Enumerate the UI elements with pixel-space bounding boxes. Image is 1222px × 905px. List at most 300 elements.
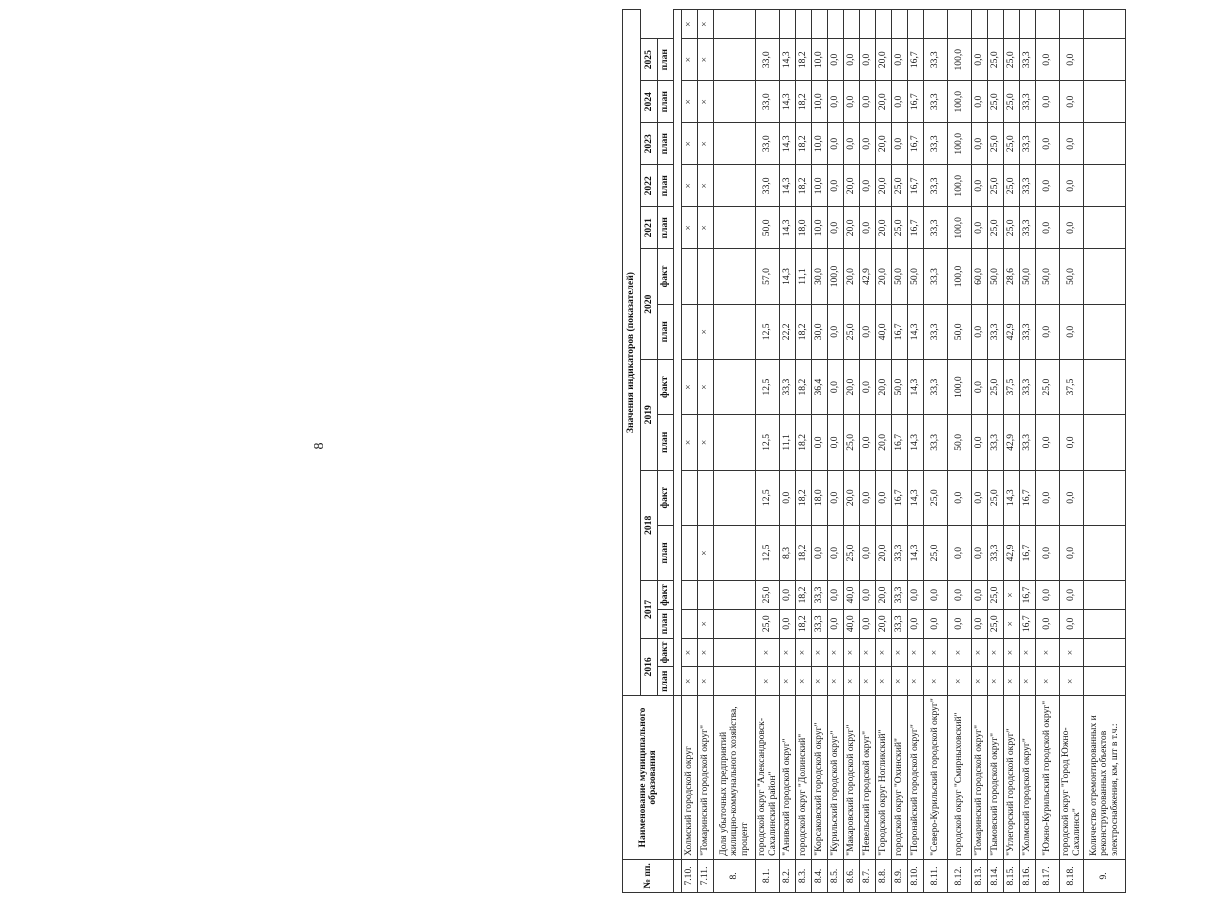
value-cell: 30,0 — [812, 304, 828, 359]
value-cell: 14,3 — [780, 249, 796, 304]
value-cell: 20,0 — [876, 359, 892, 414]
row-name: городской округ "Смирныховский" — [948, 696, 972, 860]
row-number: 8.10. — [908, 859, 924, 892]
value-cell: 0,0 — [860, 304, 876, 359]
value-cell — [714, 415, 756, 470]
value-cell: 20,0 — [876, 581, 892, 610]
value-cell: × — [948, 638, 972, 667]
value-cell — [714, 165, 756, 207]
value-cell: 0,0 — [1036, 581, 1060, 610]
value-cell: 0,0 — [860, 39, 876, 81]
value-cell: 33,0 — [756, 123, 780, 165]
value-cell: 50,0 — [948, 415, 972, 470]
value-cell: 0,0 — [972, 581, 988, 610]
header-plan: план — [658, 39, 674, 81]
value-cell — [812, 10, 828, 39]
value-cell: × — [1004, 638, 1020, 667]
header-plan: план — [658, 207, 674, 249]
value-cell: 20,0 — [876, 249, 892, 304]
header-values: Значения индикаторов (показателей) — [623, 10, 641, 696]
value-cell: 14,3 — [908, 415, 924, 470]
value-cell: × — [876, 638, 892, 667]
header-year: 2018 — [641, 470, 658, 581]
value-cell: × — [1036, 667, 1060, 696]
header-plan: план — [658, 165, 674, 207]
row-number: 7.10. — [682, 859, 698, 892]
table-row — [924, 10, 948, 893]
value-cell: 36,4 — [812, 359, 828, 414]
header-year: 2022 — [641, 165, 658, 207]
row-number: 8.7. — [860, 859, 876, 892]
value-cell: 20,0 — [876, 123, 892, 165]
value-cell: 0,0 — [844, 81, 860, 123]
value-cell: 42,9 — [860, 249, 876, 304]
value-cell: 20,0 — [876, 39, 892, 81]
value-cell: 33,3 — [924, 304, 948, 359]
value-cell: 25,0 — [988, 165, 1004, 207]
value-cell: 25,0 — [1036, 359, 1060, 414]
value-cell: 0,0 — [1060, 39, 1084, 81]
value-cell: 0,0 — [1036, 207, 1060, 249]
row-number: 9. — [1084, 859, 1126, 892]
value-cell — [1004, 10, 1020, 39]
value-cell: 20,0 — [876, 609, 892, 638]
value-cell: 0,0 — [1036, 304, 1060, 359]
value-cell — [714, 207, 756, 249]
value-cell: 33,3 — [924, 165, 948, 207]
value-cell: 8,3 — [780, 525, 796, 580]
header-name: Наименование муниципального образования — [623, 696, 674, 860]
value-cell: 0,0 — [1060, 81, 1084, 123]
value-cell: 10,0 — [812, 39, 828, 81]
value-cell: 33,3 — [924, 123, 948, 165]
table-header — [623, 10, 682, 893]
value-cell: × — [924, 638, 948, 667]
value-cell: 40,0 — [844, 581, 860, 610]
row-name: "Корсаковский городской округ" — [812, 696, 828, 860]
value-cell — [714, 123, 756, 165]
row-number: 8.6. — [844, 859, 860, 892]
value-cell: 0,0 — [828, 207, 844, 249]
value-cell — [714, 609, 756, 638]
row-number: 8.18. — [1060, 859, 1084, 892]
value-cell: 11,1 — [780, 415, 796, 470]
value-cell: 33,3 — [1020, 207, 1036, 249]
value-cell: 50,0 — [948, 304, 972, 359]
row-number: 8.12. — [948, 859, 972, 892]
value-cell: × — [796, 638, 812, 667]
value-cell — [714, 581, 756, 610]
table-row — [682, 10, 698, 893]
value-cell: 0,0 — [924, 581, 948, 610]
table-row — [948, 10, 972, 893]
value-cell: 25,0 — [988, 39, 1004, 81]
value-cell: 100,0 — [948, 81, 972, 123]
value-cell: 25,0 — [988, 123, 1004, 165]
value-cell: 20,0 — [876, 207, 892, 249]
row-number: 8.17. — [1036, 859, 1060, 892]
table-row — [812, 10, 828, 893]
value-cell — [1020, 10, 1036, 39]
row-name: городской округ "Город Южно-Сахалинск" — [1060, 696, 1084, 860]
value-cell: 0,0 — [860, 123, 876, 165]
value-cell: 50,0 — [1060, 249, 1084, 304]
table-row — [1060, 10, 1084, 893]
row-name: городской округ "Охинский" — [892, 696, 908, 860]
value-cell — [1084, 638, 1126, 667]
value-cell: 37,5 — [1004, 359, 1020, 414]
value-cell — [1084, 249, 1126, 304]
value-cell: 25,0 — [844, 415, 860, 470]
value-cell: 33,3 — [1020, 39, 1036, 81]
header-year: 2017 — [641, 581, 658, 639]
row-name: городской округ "Александровск-Сахалинский район" — [756, 696, 780, 860]
value-cell: 50,0 — [1036, 249, 1060, 304]
value-cell: 16,7 — [892, 304, 908, 359]
value-cell: × — [844, 638, 860, 667]
value-cell: 33,3 — [1020, 359, 1036, 414]
value-cell: × — [972, 638, 988, 667]
value-cell: 10,0 — [812, 165, 828, 207]
value-cell: 0,0 — [828, 525, 844, 580]
value-cell: 14,3 — [780, 165, 796, 207]
table-row — [988, 10, 1004, 893]
header-fact: факт — [658, 581, 674, 610]
value-cell: 33,3 — [924, 249, 948, 304]
value-cell: 33,3 — [988, 415, 1004, 470]
value-cell: 20,0 — [876, 165, 892, 207]
value-cell: 0,0 — [1036, 165, 1060, 207]
header-plan: план — [658, 415, 674, 470]
value-cell: 0,0 — [1060, 123, 1084, 165]
value-cell: 0,0 — [1036, 81, 1060, 123]
value-cell: 25,0 — [988, 359, 1004, 414]
value-cell: × — [698, 207, 714, 249]
value-cell: 33,3 — [892, 581, 908, 610]
value-cell — [698, 470, 714, 525]
value-cell: × — [972, 667, 988, 696]
value-cell: 25,0 — [988, 81, 1004, 123]
value-cell: × — [756, 638, 780, 667]
value-cell: 0,0 — [780, 609, 796, 638]
value-cell: × — [682, 638, 698, 667]
row-number: 8.2. — [780, 859, 796, 892]
row-name: "Холмский городской округ" — [1020, 696, 1036, 860]
value-cell: 33,3 — [988, 304, 1004, 359]
value-cell: 14,3 — [780, 39, 796, 81]
value-cell: 12,5 — [756, 415, 780, 470]
value-cell: 42,9 — [1004, 304, 1020, 359]
value-cell: 28,6 — [1004, 249, 1020, 304]
table-row — [828, 10, 844, 893]
value-cell: 33,3 — [892, 609, 908, 638]
value-cell: 33,3 — [812, 581, 828, 610]
value-cell: 18,2 — [796, 39, 812, 81]
header-year: 2025 — [641, 39, 658, 81]
value-cell: 0,0 — [1036, 609, 1060, 638]
value-cell: 18,2 — [796, 525, 812, 580]
table-row — [756, 10, 780, 893]
value-cell: 18,2 — [796, 81, 812, 123]
value-cell — [682, 470, 698, 525]
value-cell: × — [698, 81, 714, 123]
value-cell: × — [756, 667, 780, 696]
value-cell: 25,0 — [924, 470, 948, 525]
value-cell: 0,0 — [1060, 609, 1084, 638]
table-row — [780, 10, 796, 893]
row-name: Количество отремонтированных и реконструированных объектов электроснабжения, км, шт в т.ч.: — [1084, 696, 1126, 860]
row-number: 7.11. — [698, 859, 714, 892]
value-cell — [1084, 359, 1126, 414]
value-cell: 12,5 — [756, 525, 780, 580]
value-cell: 25,0 — [844, 304, 860, 359]
value-cell: × — [892, 667, 908, 696]
row-name: "Городской округ Ногликский" — [876, 696, 892, 860]
value-cell: 25,0 — [988, 581, 1004, 610]
header-fact: факт — [658, 470, 674, 525]
table-body — [682, 10, 1126, 893]
value-cell — [1084, 10, 1126, 39]
value-cell: 33,3 — [924, 359, 948, 414]
row-number: 8.3. — [796, 859, 812, 892]
value-cell: 0,0 — [972, 609, 988, 638]
row-name: "Томаринский городской округ" — [972, 696, 988, 860]
value-cell: × — [698, 667, 714, 696]
row-number: 8.9. — [892, 859, 908, 892]
value-cell: 18,2 — [796, 359, 812, 414]
value-cell: × — [698, 165, 714, 207]
row-number: 8.1. — [756, 859, 780, 892]
value-cell: × — [860, 667, 876, 696]
value-cell — [1036, 10, 1060, 39]
value-cell: × — [828, 667, 844, 696]
value-cell: 0,0 — [828, 470, 844, 525]
value-cell — [844, 10, 860, 39]
table-row — [908, 10, 924, 893]
value-cell: 0,0 — [828, 359, 844, 414]
value-cell — [1084, 165, 1126, 207]
value-cell: 25,0 — [988, 470, 1004, 525]
value-cell: 40,0 — [876, 304, 892, 359]
value-cell: 0,0 — [1036, 470, 1060, 525]
value-cell: 16,7 — [892, 415, 908, 470]
value-cell: 14,3 — [908, 304, 924, 359]
table-row — [1004, 10, 1020, 893]
value-cell: 16,7 — [908, 81, 924, 123]
value-cell: × — [682, 81, 698, 123]
value-cell: 50,0 — [908, 249, 924, 304]
value-cell: 0,0 — [924, 609, 948, 638]
value-cell: 0,0 — [1060, 415, 1084, 470]
value-cell: 18,2 — [796, 470, 812, 525]
value-cell: 0,0 — [860, 415, 876, 470]
value-cell: × — [812, 667, 828, 696]
value-cell — [1060, 10, 1084, 39]
value-cell — [714, 39, 756, 81]
header-num: № пп. — [623, 859, 674, 892]
value-cell: 0,0 — [1036, 123, 1060, 165]
value-cell: × — [698, 525, 714, 580]
value-cell: 100,0 — [948, 359, 972, 414]
value-cell: × — [1004, 581, 1020, 610]
value-cell: 20,0 — [844, 165, 860, 207]
value-cell: × — [1020, 667, 1036, 696]
value-cell: 33,3 — [1020, 165, 1036, 207]
value-cell: 50,0 — [988, 249, 1004, 304]
row-name: "Южно-Курильский городской округ" — [1036, 696, 1060, 860]
value-cell: 18,2 — [796, 581, 812, 610]
value-cell — [860, 10, 876, 39]
value-cell: × — [682, 207, 698, 249]
value-cell: 0,0 — [892, 39, 908, 81]
value-cell: 60,0 — [972, 249, 988, 304]
value-cell: × — [682, 667, 698, 696]
value-cell: × — [1004, 609, 1020, 638]
value-cell: 11,1 — [796, 249, 812, 304]
value-cell: 0,0 — [860, 470, 876, 525]
header-plan: план — [658, 123, 674, 165]
value-cell — [988, 10, 1004, 39]
value-cell: 33,3 — [924, 81, 948, 123]
value-cell: 18,0 — [812, 470, 828, 525]
table-row — [1020, 10, 1036, 893]
value-cell: 0,0 — [844, 123, 860, 165]
value-cell: × — [698, 123, 714, 165]
value-cell: 25,0 — [1004, 165, 1020, 207]
value-cell: 0,0 — [948, 609, 972, 638]
row-name: городской округ "Долинский" — [796, 696, 812, 860]
value-cell: × — [812, 638, 828, 667]
value-cell — [714, 81, 756, 123]
value-cell: 0,0 — [860, 165, 876, 207]
value-cell: 25,0 — [1004, 39, 1020, 81]
value-cell: 33,3 — [1020, 123, 1036, 165]
row-name: "Курильский городской округ" — [828, 696, 844, 860]
value-cell: × — [924, 667, 948, 696]
value-cell: 25,0 — [892, 207, 908, 249]
value-cell: 25,0 — [988, 207, 1004, 249]
value-cell: × — [682, 10, 698, 39]
value-cell: 0,0 — [1060, 165, 1084, 207]
value-cell: × — [698, 10, 714, 39]
value-cell: 0,0 — [860, 359, 876, 414]
row-name: "Северо-Курильский городской округ" — [924, 696, 948, 860]
value-cell: × — [988, 638, 1004, 667]
value-cell: 0,0 — [972, 207, 988, 249]
value-cell: × — [682, 359, 698, 414]
table-row — [972, 10, 988, 893]
value-cell: 0,0 — [860, 81, 876, 123]
value-cell: 33,3 — [924, 207, 948, 249]
value-cell: 0,0 — [972, 39, 988, 81]
value-cell: × — [1020, 638, 1036, 667]
value-cell: 20,0 — [876, 415, 892, 470]
value-cell: 25,0 — [924, 525, 948, 580]
value-cell: 0,0 — [1060, 304, 1084, 359]
value-cell: 0,0 — [828, 123, 844, 165]
value-cell: 100,0 — [948, 249, 972, 304]
value-cell: 0,0 — [972, 165, 988, 207]
value-cell: 0,0 — [860, 609, 876, 638]
value-cell: 33,3 — [988, 525, 1004, 580]
value-cell: 0,0 — [860, 581, 876, 610]
table-row — [860, 10, 876, 893]
value-cell: 0,0 — [828, 609, 844, 638]
row-name: "Томаринский городской округ" — [698, 696, 714, 860]
value-cell: 0,0 — [948, 581, 972, 610]
value-cell: 25,0 — [756, 581, 780, 610]
value-cell: 18,2 — [796, 415, 812, 470]
value-cell: 25,0 — [1004, 81, 1020, 123]
value-cell: 33,0 — [756, 81, 780, 123]
value-cell: × — [1060, 638, 1084, 667]
value-cell — [908, 10, 924, 39]
header-plan: план — [658, 525, 674, 580]
value-cell: × — [1036, 638, 1060, 667]
header-year: 2016 — [641, 638, 658, 696]
value-cell: 14,3 — [780, 123, 796, 165]
header-year: 2019 — [641, 359, 658, 470]
value-cell: 57,0 — [756, 249, 780, 304]
value-cell: 25,0 — [756, 609, 780, 638]
header-fact: факт — [658, 638, 674, 667]
row-number: 8.13. — [972, 859, 988, 892]
value-cell — [756, 10, 780, 39]
value-cell: × — [698, 638, 714, 667]
value-cell: 16,7 — [908, 165, 924, 207]
value-cell: 16,7 — [1020, 609, 1036, 638]
value-cell: 0,0 — [972, 415, 988, 470]
value-cell: 16,7 — [892, 470, 908, 525]
value-cell — [1084, 525, 1126, 580]
value-cell — [698, 581, 714, 610]
value-cell: × — [908, 638, 924, 667]
row-name: Доля убыточных предприятий жилищно-коммунального хозяйства, процент — [714, 696, 756, 860]
value-cell: × — [1060, 667, 1084, 696]
row-number: 8.15. — [1004, 859, 1020, 892]
value-cell: 0,0 — [908, 581, 924, 610]
value-cell: 0,0 — [948, 525, 972, 580]
value-cell: 50,0 — [892, 249, 908, 304]
value-cell: × — [682, 39, 698, 81]
value-cell: 0,0 — [828, 81, 844, 123]
value-cell: 0,0 — [1060, 525, 1084, 580]
value-cell — [714, 470, 756, 525]
value-cell: 14,3 — [908, 525, 924, 580]
value-cell: 0,0 — [892, 123, 908, 165]
value-cell — [1084, 304, 1126, 359]
value-cell: 100,0 — [948, 39, 972, 81]
value-cell: × — [780, 638, 796, 667]
value-cell: 25,0 — [1004, 207, 1020, 249]
value-cell: 10,0 — [812, 207, 828, 249]
value-cell — [682, 249, 698, 304]
value-cell: 0,0 — [1036, 415, 1060, 470]
value-cell: 14,3 — [1004, 470, 1020, 525]
value-cell: × — [1004, 667, 1020, 696]
value-cell: 33,3 — [892, 525, 908, 580]
value-cell: 100,0 — [948, 165, 972, 207]
table-row — [892, 10, 908, 893]
value-cell — [1084, 609, 1126, 638]
value-cell: × — [988, 667, 1004, 696]
value-cell: 14,3 — [908, 470, 924, 525]
value-cell: 20,0 — [844, 207, 860, 249]
value-cell: × — [698, 39, 714, 81]
row-number: 8.4. — [812, 859, 828, 892]
value-cell: 0,0 — [812, 415, 828, 470]
value-cell: 18,2 — [796, 609, 812, 638]
